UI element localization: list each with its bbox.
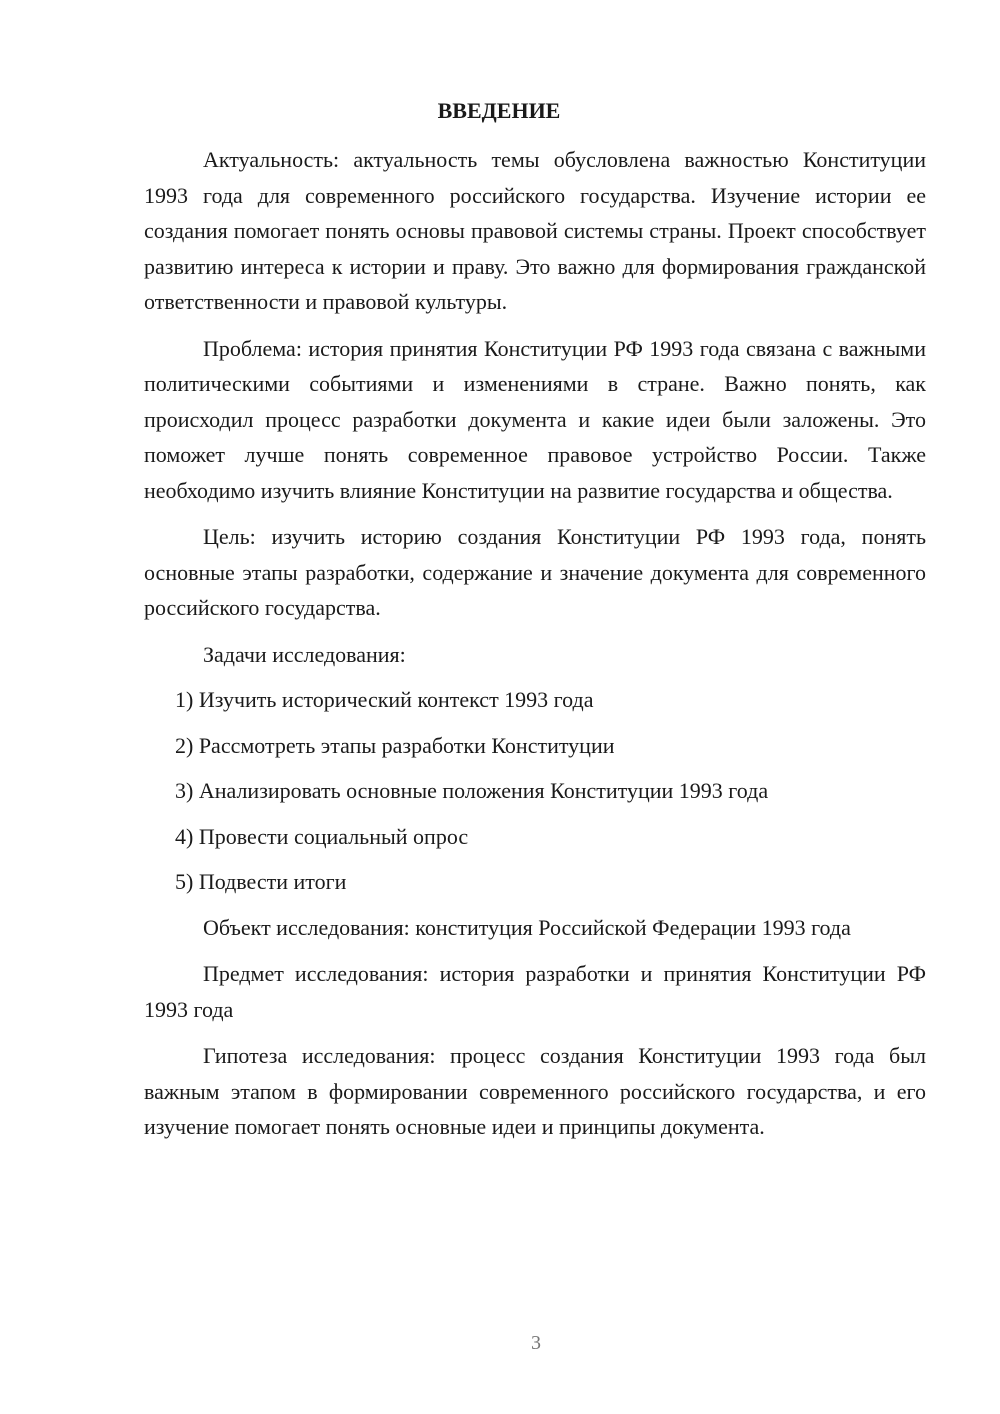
page-title: ВВЕДЕНИЕ: [437, 98, 561, 123]
object-paragraph: Объект исследования: конституция Российской Федерации 1993 года: [203, 914, 851, 940]
goal-paragraph: Цель: изучить историю создания Конституции РФ 1993 года, понять основные этапы разработки, содержание и значение документа для современного российского государства.: [144, 524, 926, 620]
task-item: 1) Изучить исторический контекст 1993 года: [175, 687, 594, 712]
task-item: 5) Подвести итоги: [175, 869, 347, 894]
task-item: 3) Анализировать основные положения Конституции 1993 года: [175, 778, 769, 803]
task-item: 4) Провести социальный опрос: [175, 823, 469, 849]
relevance-paragraph: Актуальность: актуальность темы обусловлена важностью Конституции 1993 года для современного российского государства. Изучение истории ее создания помогает понять основы правовой системы страны. Проект способствует развитию интереса к истории и праву. Это важно для формирования гражданской ответственности и правовой культуры.: [144, 147, 926, 314]
problem-paragraph: Проблема: история принятия Конституции РФ 1993 года связана с важными политическими событиями и изменениями в стране. Важно понять, как происходил процесс разработки документа и какие идеи были заложены. Это поможет лучше понять современное правовое устройство России. Также необходимо изучить влияние Конституции на развитие государства и общества.: [144, 335, 926, 503]
task-item: 2) Рассмотреть этапы разработки Конституции: [175, 732, 615, 758]
body-text: [144, 142, 926, 1156]
tasks-heading: Задачи исследования:: [203, 641, 406, 667]
subject-paragraph: Предмет исследования: история разработки и принятия Конституции РФ 1993 года: [144, 961, 926, 1022]
page-number: 3: [531, 1332, 541, 1354]
hypothesis-paragraph: Гипотеза исследования: процесс создания Конституции 1993 года был важным этапом в формировании современного российского государства, и его изучение помогает понять основные идеи и принципы документа.: [144, 1043, 926, 1139]
